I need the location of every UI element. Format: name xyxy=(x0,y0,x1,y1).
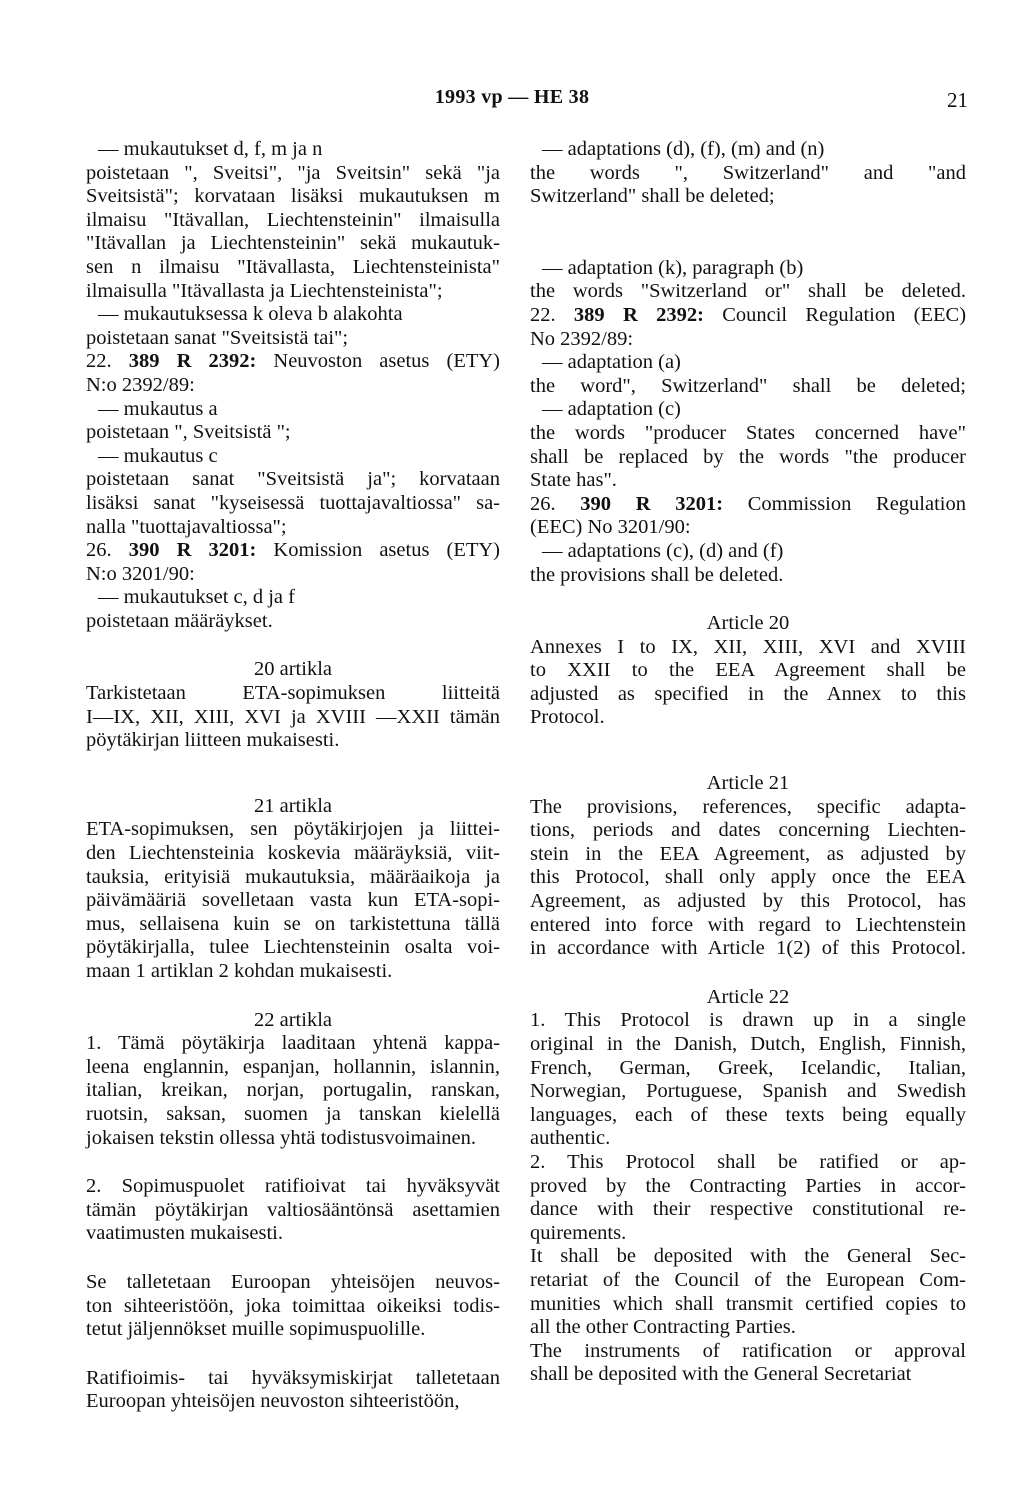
finnish-text-line: ton sihteeristöön, joka toimittaa oikeiksi todis- xyxy=(86,1294,500,1317)
finnish-text-line: 22 artikla xyxy=(254,1008,332,1031)
finnish-text-line: päivämääriä sovelletaan vasta kun ETA-sopi- xyxy=(86,889,500,912)
english-text-line: French, German, Greek, Icelandic, Italian, xyxy=(530,1056,966,1079)
finnish-text-line: I—IX, XII, XIII, XVI ja XVIII —XXII tämän xyxy=(86,705,500,728)
finnish-text-line: N:o 3201/90: xyxy=(86,562,195,585)
finnish-text-line: poistetaan ", Sveitsi", "ja Sveitsin" sekä "ja xyxy=(86,161,500,184)
english-text-line: this Protocol, shall only apply once the EEA xyxy=(530,866,966,889)
english-text-line: — adaptations (c), (d) and (f) xyxy=(542,539,784,562)
english-text-line: the words "producer States concerned have" xyxy=(530,421,966,444)
finnish-text-line: Se talletetaan Euroopan yhteisöjen neuvos- xyxy=(86,1270,500,1293)
english-text-line: 1. This Protocol is drawn up in a single xyxy=(530,1009,966,1032)
english-text-line: dance with their respective constitutional re- xyxy=(530,1198,966,1221)
finnish-text-line: — mukautukset d, f, m ja n xyxy=(98,138,323,160)
finnish-text-line: vaatimusten mukaisesti. xyxy=(86,1222,283,1245)
finnish-text-line: Ratifioimis- tai hyväksymiskirjat talletetaan xyxy=(86,1366,500,1389)
finnish-text-line: — mukautuksessa k oleva b alakohta xyxy=(98,303,403,326)
english-text-line: the word", Switzerland" shall be deleted; xyxy=(530,374,966,397)
finnish-text-line: Sveitsistä"; korvataan lisäksi mukautuksen m xyxy=(86,185,500,208)
english-text-line: munities which shall transmit certified copies to xyxy=(530,1292,966,1315)
finnish-text-line: poistetaan määräykset. xyxy=(86,609,273,632)
english-text-line: — adaptation (a) xyxy=(542,351,681,374)
english-text-line: — adaptation (k), paragraph (b) xyxy=(542,256,804,279)
english-text-line: The provisions, references, specific adapta- xyxy=(530,795,966,818)
finnish-text-line: ilmaisulla "Itävallasta ja Liechtensteinista"; xyxy=(86,279,443,302)
finnish-text-line: Tarkistetaan ETA-sopimuksen liitteitä xyxy=(86,682,500,705)
finnish-text-line: poistetaan ", Sveitsistä "; xyxy=(86,421,291,444)
finnish-text-line: 2. Sopimuspuolet ratifioivat tai hyväksyvät xyxy=(86,1175,500,1198)
finnish-column xyxy=(86,138,500,1414)
english-text-line: 22. 389 R 2392: Council Regulation (EEC) xyxy=(530,303,967,326)
english-text-line: shall be deposited with the General Secretariat xyxy=(530,1363,912,1386)
english-text-line: Article 20 xyxy=(706,612,790,635)
english-text-line: original in the Danish, Dutch, English, Finnish, xyxy=(530,1033,966,1055)
finnish-text-line: pöytäkirjan liitteen mukaisesti. xyxy=(86,729,340,752)
english-text-line: all the other Contracting Parties. xyxy=(530,1316,796,1339)
english-text-line: The instruments of ratification or approval xyxy=(530,1339,966,1362)
finnish-text-line: 1. Tämä pöytäkirja laaditaan yhtenä kappa- xyxy=(86,1032,500,1055)
english-text-line: shall be replaced by the words "the producer xyxy=(530,445,966,468)
finnish-text-line: lisäksi sanat "kyseisessä tuottajavaltiossa" sa- xyxy=(86,491,500,514)
page-number: 21 xyxy=(947,88,968,112)
finnish-text-line: den Liechtensteinia koskevia määräyksiä, viit- xyxy=(86,842,500,865)
finnish-text-line: tetut jäljennökset muille sopimuspuolille. xyxy=(86,1318,426,1341)
english-text-line: Norwegian, Portuguese, Spanish and Swedish xyxy=(530,1080,966,1103)
finnish-text-line: — mukautus c xyxy=(98,444,218,467)
english-text-line: entered into force with regard to Liechtenstein xyxy=(530,913,966,936)
finnish-text-line: ETA-sopimuksen, sen pöytäkirjojen ja liittei- xyxy=(86,818,500,841)
finnish-text-line: mus, sellaisena kuin se on tarkistettuna tällä xyxy=(86,912,500,935)
english-text-line: 2. This Protocol shall be ratified or ap- xyxy=(530,1150,966,1173)
finnish-text-line: pöytäkirjalla, tulee Liechtensteinin osalta voi- xyxy=(86,936,500,959)
finnish-text-line: "Itävallan ja Liechtensteinin" sekä mukautuk- xyxy=(86,232,500,255)
finnish-text-line: ruotsin, saksan, suomen ja tanskan kielellä xyxy=(86,1102,500,1125)
english-text-line: — adaptation (c) xyxy=(542,398,681,421)
english-text-line: the provisions shall be deleted. xyxy=(530,563,784,586)
english-text-line: proved by the Contracting Parties in accor- xyxy=(530,1174,966,1197)
english-column xyxy=(530,138,966,1387)
english-text-line: in accordance with Article 1(2) of this Protocol. xyxy=(530,937,966,960)
english-text-line: languages, each of these texts being equally xyxy=(530,1103,966,1126)
english-text-line: Protocol. xyxy=(530,706,605,729)
finnish-text-line: jokaisen tekstin ollessa yhtä todistusvoimainen. xyxy=(86,1126,477,1149)
finnish-text-line: 22. 389 R 2392: Neuvoston asetus (ETY) xyxy=(86,350,500,373)
english-text-line: the words "Switzerland or" shall be deleted. xyxy=(530,280,966,303)
finnish-text-line: poistetaan sanat "Sveitsistä tai"; xyxy=(86,326,349,349)
finnish-text-line: tämän pöytäkirjan valtiosääntönsä asettamien xyxy=(86,1198,500,1221)
finnish-text-line: italian, kreikan, norjan, portugalin, ranskan, xyxy=(86,1079,500,1102)
english-text-line: It shall be deposited with the General Sec- xyxy=(530,1245,966,1268)
english-text-line: — adaptations (d), (f), (m) and (n) xyxy=(542,138,825,160)
english-text-line: adjusted as specified in the Annex to this xyxy=(530,682,966,705)
finnish-text-line: 20 artikla xyxy=(254,658,332,681)
finnish-text-line: sen n ilmaisu "Itävallasta, Liechtensteinista" xyxy=(86,255,500,278)
finnish-text-line: — mukautus a xyxy=(98,397,218,420)
english-text-line: Article 22 xyxy=(706,985,790,1008)
english-text-line: tions, periods and dates concerning Liechten- xyxy=(530,819,966,842)
english-text-line: No 2392/89: xyxy=(530,327,634,350)
finnish-text-line: 21 artikla xyxy=(254,794,332,817)
finnish-text-line: 26. 390 R 3201: Komission asetus (ETY) xyxy=(86,539,501,562)
english-text-line: retariat of the Council of the European Com- xyxy=(530,1268,966,1291)
english-text-line: Article 21 xyxy=(706,772,790,795)
running-head: 1993 vp — HE 38 xyxy=(434,86,590,108)
finnish-text-line: ilmaisu "Itävallan, Liechtensteinin" ilmaisulla xyxy=(86,208,500,231)
finnish-text-line: leena englannin, espanjan, hollannin, islannin, xyxy=(86,1055,500,1078)
english-text-line: 26. 390 R 3201: Commission Regulation xyxy=(530,492,966,515)
english-text-line: stein in the EEA Agreement, as adjusted by xyxy=(530,842,966,865)
finnish-text-line: poistetaan sanat "Sveitsistä ja"; korvataan xyxy=(86,468,500,491)
english-text-line: authentic. xyxy=(530,1127,611,1150)
english-text-line: to XXII to the EEA Agreement shall be xyxy=(530,659,966,682)
english-text-line: State has". xyxy=(530,469,617,492)
finnish-text-line: maan 1 artiklan 2 kohdan mukaisesti. xyxy=(86,960,393,982)
english-text-line: the words ", Switzerland" and "and xyxy=(530,161,966,184)
english-text-line: quirements. xyxy=(530,1221,627,1244)
finnish-text-line: — mukautukset c, d ja f xyxy=(98,586,295,609)
finnish-text-line: tauksia, erityisiä mukautuksia, määräaikoja ja xyxy=(86,865,500,888)
finnish-text-line: N:o 2392/89: xyxy=(86,373,195,396)
english-text-line: Switzerland" shall be deleted; xyxy=(530,185,775,208)
finnish-text-line: Euroopan yhteisöjen neuvoston sihteeristöön, xyxy=(86,1390,460,1413)
english-text-line: Annexes I to IX, XII, XIII, XVI and XVIII xyxy=(530,635,966,658)
finnish-text-line: nalla "tuottajavaltiossa"; xyxy=(86,515,287,538)
english-text-line: Agreement, as adjusted by this Protocol, has xyxy=(530,890,966,913)
page-header xyxy=(0,86,1024,116)
english-text-line: (EEC) No 3201/90: xyxy=(530,516,691,539)
